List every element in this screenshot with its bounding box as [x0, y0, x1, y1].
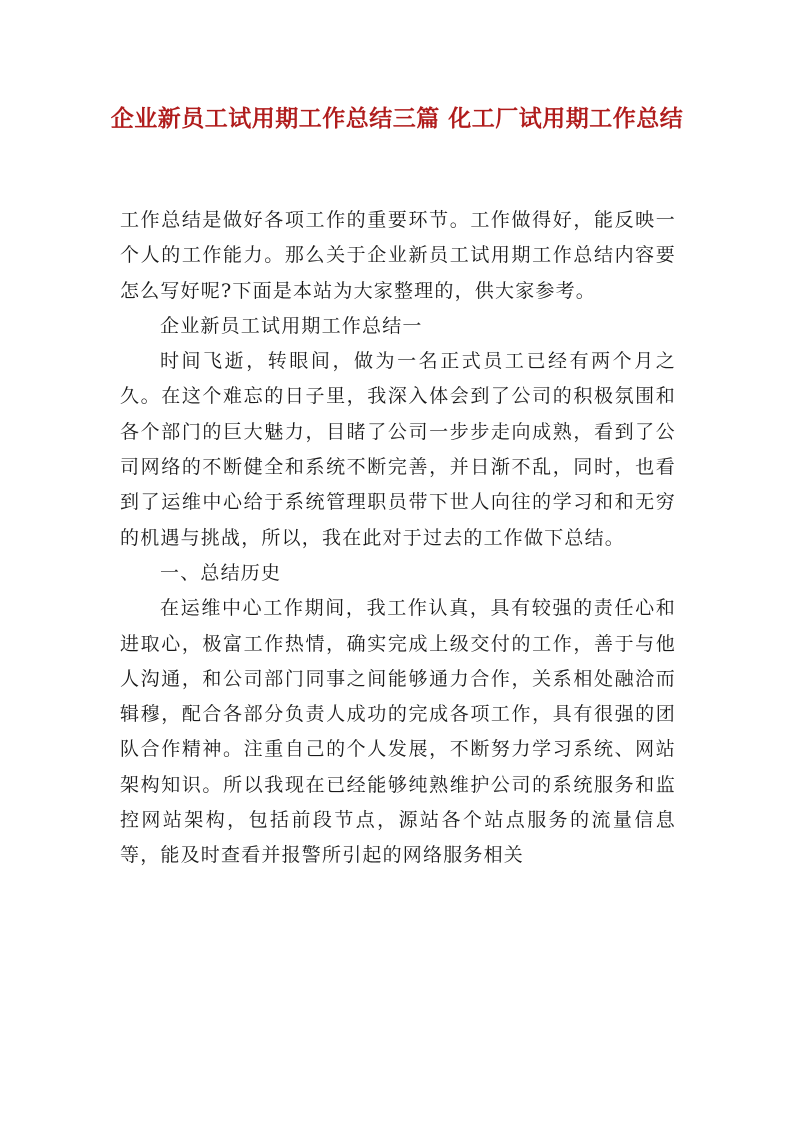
body-paragraph: 在运维中心工作期间，我工作认真，具有较强的责任心和进取心，极富工作热情，确实完成上级交付的工作，善于与他人沟通，和公司部门同事之间能够通力合作，关系相处融洽而辑穆，配合各部分负责人成功的完成各项工作，具有很强的团队合作精神。注重自己的个人发展，不断努力学习系统、网站架构知识。所以我现在已经能够纯熟维护公司的系统服务和监控网站架构，包括前段节点，源站各个站点服务的流量信息等，能及时查看并报警所引起的网络服务相关	[120, 597, 676, 867]
body-paragraph: 时间飞逝，转眼间，做为一名正式员工已经有两个月之久。在这个难忘的日子里，我深入体会到了公司的积极氛围和各个部门的巨大魅力，目睹了公司一步步走向成熟，看到了公司网络的不断健全和系统不断完善，并日渐不乱，同时，也看到了运维中心给于系统管理职员带下世人向往的学习和和无穷的机遇与挑战，所以，我在此对于过去的工作做下总结。	[120, 350, 676, 549]
section-heading: 企业新员工试用期工作总结一	[160, 314, 423, 337]
subsection-heading: 一、总结历史	[160, 561, 282, 584]
document-body	[120, 203, 676, 874]
document-title: 企业新员工试用期工作总结三篇 化工厂试用期工作总结	[110, 105, 684, 132]
intro-paragraph: 工作总结是做好各项工作的重要环节。工作做得好，能反映一个人的工作能力。那么关于企业新员工试用期工作总结内容要怎么写好呢?下面是本站为大家整理的，供大家参考。	[120, 209, 676, 302]
